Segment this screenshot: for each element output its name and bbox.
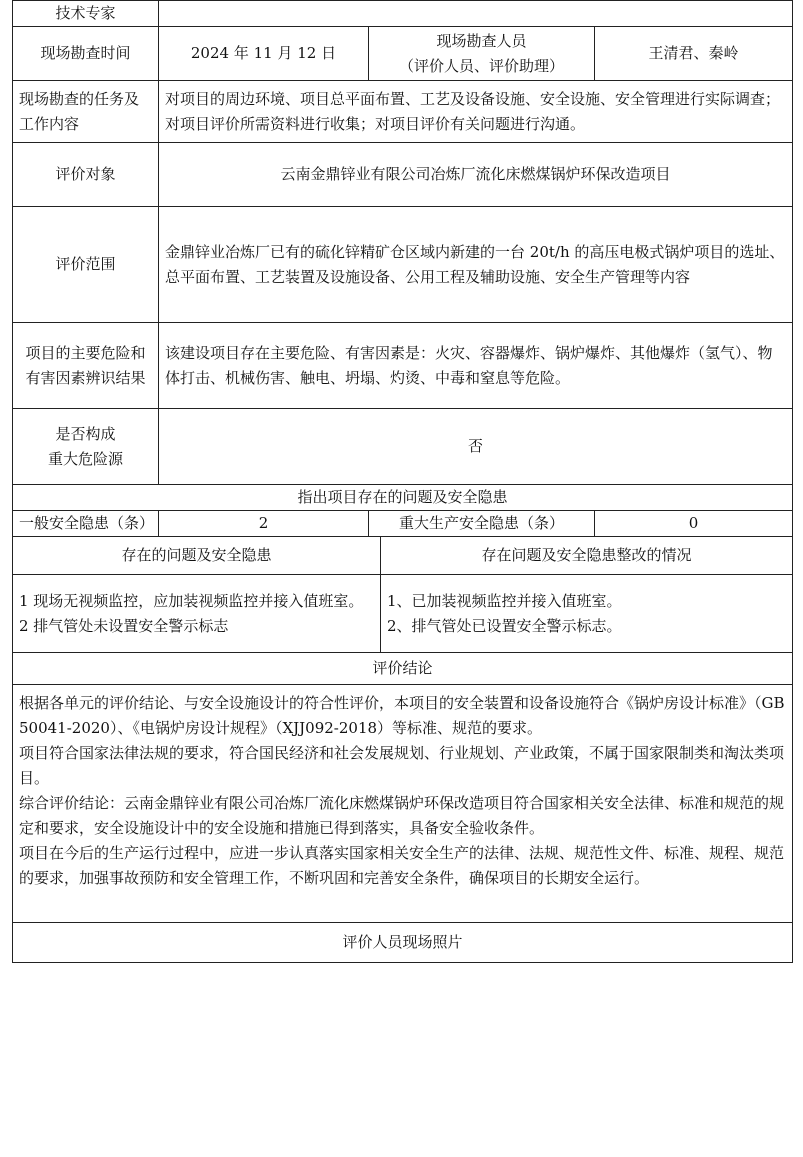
- conclusion-paragraph: 项目在今后的生产运行过程中，应进一步认真落实国家相关安全生产的法律、法规、规范性文件、标准、规程、规范的要求，加强事故预防和安全管理工作，不断巩固和完善安全条件，确保项目的长期安全运行。: [19, 844, 785, 887]
- photos-title: 评价人员现场照片: [13, 923, 793, 963]
- issues-section-title: 指出项目存在的问题及安全隐患: [13, 485, 793, 511]
- hazards-value: 该建设项目存在主要危险、有害因素是：火灾、容器爆炸、锅炉爆炸、其他爆炸（氢气）、物体打击、机械伤害、触电、坍塌、灼烫、中毒和窒息等危险。: [159, 323, 793, 409]
- issues-count-row: [13, 511, 793, 537]
- task-label: 现场勘查的任务及工作内容: [13, 81, 159, 143]
- expert-value: [159, 1, 793, 27]
- object-row: [13, 143, 793, 207]
- rectify-list: [381, 575, 793, 653]
- major-hazard-label-line1: 是否构成: [55, 424, 116, 443]
- hazards-row: [13, 323, 793, 409]
- evaluation-form: [12, 0, 792, 963]
- conclusion-title-row: [13, 653, 793, 685]
- issues-detail-row: [13, 575, 793, 653]
- survey-time-label: 现场勘查时间: [13, 27, 159, 81]
- hazards-label: 项目的主要危险和有害因素辨识结果: [13, 323, 159, 409]
- rectify-item: 1、已加装视频监控并接入值班室。: [387, 591, 622, 610]
- conclusion-paragraph: 综合评价结论：云南金鼎锌业有限公司冶炼厂流化床燃煤锅炉环保改造项目符合国家相关安全法律、标准和规范的规定和要求，安全设施设计中的安全设施和措施已得到落实，具备安全验收条件。: [19, 794, 785, 837]
- survey-staff-label-line2: （评价人员、评价助理）: [398, 56, 564, 75]
- scope-row: [13, 207, 793, 323]
- object-value: 云南金鼎锌业有限公司冶炼厂流化床燃煤锅炉环保改造项目: [159, 143, 793, 207]
- conclusion-body-row: [13, 685, 793, 923]
- survey-staff-label-line1: 现场勘查人员: [436, 31, 527, 50]
- scope-value: 金鼎锌业冶炼厂已有的硫化锌精矿仓区域内新建的一台 20t/h 的高压电极式锅炉项目的选址、总平面布置、工艺装置及设施设备、公用工程及辅助设施、安全生产管理等内容: [159, 207, 793, 323]
- problem-item: 2 排气管处未设置安全警示标志: [19, 616, 229, 635]
- conclusion-body: [13, 685, 793, 923]
- object-label: 评价对象: [13, 143, 159, 207]
- task-row: [13, 81, 793, 143]
- general-hazard-label: 一般安全隐患（条）: [13, 511, 159, 537]
- issues-title-row: [13, 485, 793, 511]
- problems-list: [13, 575, 381, 653]
- conclusion-paragraph: 根据各单元的评价结论、与安全设施设计的符合性评价，本项目的安全装置和设备设施符合《锅炉房设计标准》（GB 50041-2020）、《电锅炉房设计规程》（XJJ092-2018）等标准、规范的要求。: [19, 694, 785, 737]
- task-value: 对项目的周边环境、项目总平面布置、工艺及设备设施、安全设施、安全管理进行实际调查；对项目评价所需资料进行收集；对项目评价有关问题进行沟通。: [159, 81, 793, 143]
- major-hazard-count: 0: [595, 511, 793, 537]
- major-hazard-label-line2: 重大危险源: [47, 449, 123, 468]
- conclusion-paragraph: 项目符合国家法律法规的要求，符合国民经济和社会发展规划、行业规划、产业政策，不属于国家限制类和淘汰类项目。: [19, 744, 785, 787]
- photos-row: [13, 923, 793, 963]
- rectify-item: 2、排气管处已设置安全警示标志。: [387, 616, 622, 635]
- issues-header-row: [13, 537, 793, 575]
- problem-item: 1 现场无视频监控，应加装视频监控并接入值班室。: [19, 591, 364, 610]
- major-hazard-value: 否: [159, 409, 793, 485]
- expert-label: 技术专家: [13, 1, 159, 27]
- problems-header: 存在的问题及安全隐患: [13, 537, 381, 575]
- major-hazard-row: [13, 409, 793, 485]
- survey-time-value: 2024 年 11 月 12 日: [159, 27, 369, 81]
- form-table: [12, 0, 793, 963]
- survey-row: [13, 27, 793, 81]
- conclusion-title: 评价结论: [13, 653, 793, 685]
- survey-staff-label: [369, 27, 595, 81]
- survey-staff-value: 王清君、秦岭: [595, 27, 793, 81]
- expert-row: [13, 1, 793, 27]
- scope-label: 评价范围: [13, 207, 159, 323]
- major-hazard-label: [13, 409, 159, 485]
- major-hazard-count-label: 重大生产安全隐患（条）: [369, 511, 595, 537]
- rectify-header: 存在问题及安全隐患整改的情况: [381, 537, 793, 575]
- general-hazard-count: 2: [159, 511, 369, 537]
